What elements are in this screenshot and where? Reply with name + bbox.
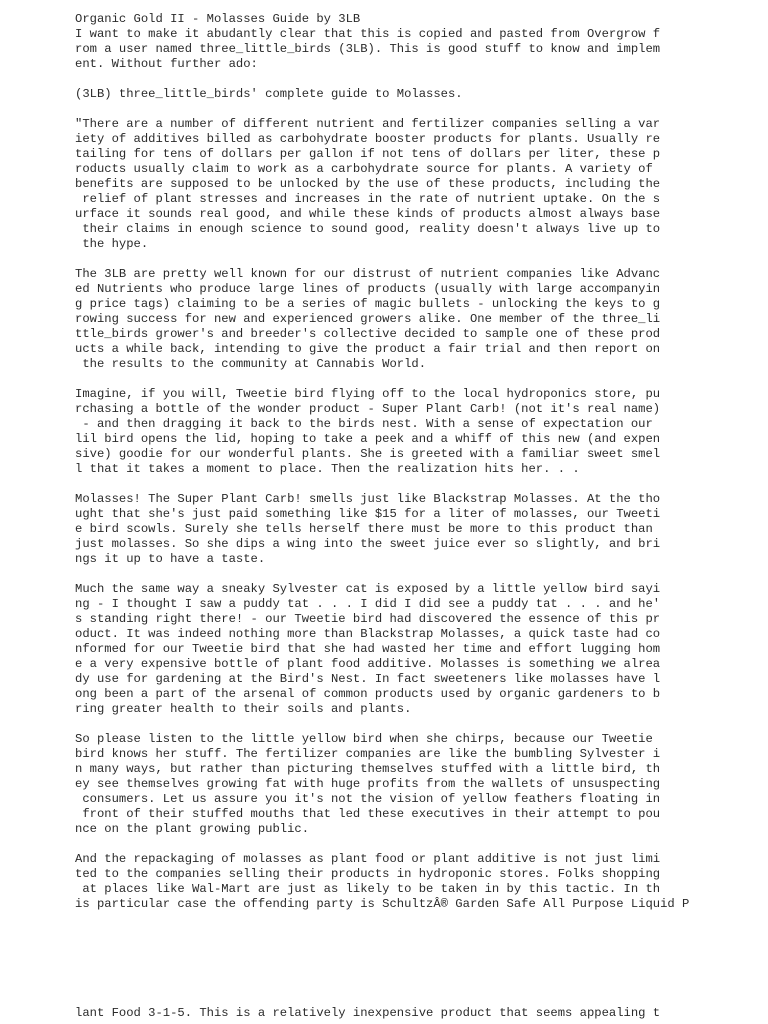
paragraph bbox=[75, 12, 715, 72]
text-line: l that it takes a moment to place. Then the realization hits her. . . bbox=[75, 462, 580, 476]
text-line: Much the same way a sneaky Sylvester cat is exposed by a little yellow bird sayi bbox=[75, 582, 661, 596]
document-body bbox=[75, 12, 715, 927]
text-line: I want to make it abudantly clear that this is copied and pasted from Overgrow f bbox=[75, 27, 661, 41]
text-line: The 3LB are pretty well known for our distrust of nutrient companies like Advanc bbox=[75, 267, 661, 281]
paragraph bbox=[75, 852, 715, 912]
text-line: And the repackaging of molasses as plant food or plant additive is not just limi bbox=[75, 852, 661, 866]
text-line: iety of additives billed as carbohydrate booster products for plants. Usually re bbox=[75, 132, 661, 146]
text-line: So please listen to the little yellow bird when she chirps, because our Tweetie bbox=[75, 732, 653, 746]
paragraph bbox=[75, 387, 715, 477]
text-line: ng - I thought I saw a puddy tat . . . I did I did see a puddy tat . . . and he' bbox=[75, 597, 661, 611]
text-line: relief of plant stresses and increases in the rate of nutrient uptake. On the s bbox=[75, 192, 661, 206]
text-line: "There are a number of different nutrient and fertilizer companies selling a var bbox=[75, 117, 661, 131]
text-line: oduct. It was indeed nothing more than Blackstrap Molasses, a quick taste had co bbox=[75, 627, 661, 641]
text-line: e a very expensive bottle of plant food additive. Molasses is something we alrea bbox=[75, 657, 661, 671]
text-line: rchasing a bottle of the wonder product - Super Plant Carb! (not it's real name) bbox=[75, 402, 661, 416]
text-line: nce on the plant growing public. bbox=[75, 822, 310, 836]
continuation-line: lant Food 3-1-5. This is a relatively inexpensive product that seems appealing t bbox=[75, 1006, 661, 1020]
text-line: rom a user named three_little_birds (3LB). This is good stuff to know and implem bbox=[75, 42, 661, 56]
text-line: ngs it up to have a taste. bbox=[75, 552, 266, 566]
text-line: ent. Without further ado: bbox=[75, 57, 258, 71]
text-line: ucts a while back, intending to give the product a fair trial and then report on bbox=[75, 342, 661, 356]
text-line: tailing for tens of dollars per gallon if not tens of dollars per liter, these p bbox=[75, 147, 661, 161]
text-line: the results to the community at Cannabis World. bbox=[75, 357, 427, 371]
text-line: g price tags) claiming to be a series of magic bullets - unlocking the keys to g bbox=[75, 297, 661, 311]
text-line: ught that she's just paid something like $15 for a liter of molasses, our Tweeti bbox=[75, 507, 661, 521]
paragraph bbox=[75, 117, 715, 252]
text-line: ring greater health to their soils and plants. bbox=[75, 702, 412, 716]
text-line: ed Nutrients who produce large lines of products (usually with large accompanyin bbox=[75, 282, 661, 296]
text-line: e bird scowls. Surely she tells herself there must be more to this product than bbox=[75, 522, 653, 536]
text-line: - and then dragging it back to the birds nest. With a sense of expectation our bbox=[75, 417, 653, 431]
text-line: ey see themselves growing fat with huge profits from the wallets of unsuspecting bbox=[75, 777, 661, 791]
paragraph bbox=[75, 732, 715, 837]
text-line: lil bird opens the lid, hoping to take a peek and a whiff of this new (and expen bbox=[75, 432, 661, 446]
text-line: rowing success for new and experienced growers alike. One member of the three_li bbox=[75, 312, 661, 326]
paragraph bbox=[75, 492, 715, 567]
text-line: the hype. bbox=[75, 237, 149, 251]
text-line: Molasses! The Super Plant Carb! smells just like Blackstrap Molasses. At the tho bbox=[75, 492, 661, 506]
text-line: their claims in enough science to sound good, reality doesn't always live up to bbox=[75, 222, 661, 236]
text-line: sive) goodie for our wonderful plants. She is greeted with a familiar sweet smel bbox=[75, 447, 661, 461]
text-line: bird knows her stuff. The fertilizer companies are like the bumbling Sylvester i bbox=[75, 747, 661, 761]
paragraph bbox=[75, 267, 715, 372]
paragraph bbox=[75, 582, 715, 717]
text-line: front of their stuffed mouths that led these executives in their attempt to pou bbox=[75, 807, 661, 821]
document-title: Organic Gold II - Molasses Guide by 3LB bbox=[75, 12, 361, 26]
text-line: Imagine, if you will, Tweetie bird flying off to the local hydroponics store, pu bbox=[75, 387, 661, 401]
text-line: nformed for our Tweetie bird that she had wasted her time and effort lugging hom bbox=[75, 642, 661, 656]
text-line: roducts usually claim to work as a carbohydrate source for plants. A variety of bbox=[75, 162, 653, 176]
text-line: (3LB) three_little_birds' complete guide to Molasses. bbox=[75, 87, 463, 101]
text-line: ttle_birds grower's and breeder's collective decided to sample one of these prod bbox=[75, 327, 661, 341]
text-line: ong been a part of the arsenal of common products used by organic gardeners to b bbox=[75, 687, 661, 701]
continuation-line-container bbox=[75, 1006, 715, 1021]
text-line: at places like Wal-Mart are just as likely to be taken in by this tactic. In th bbox=[75, 882, 661, 896]
text-line: s standing right there! - our Tweetie bird had discovered the essence of this pr bbox=[75, 612, 661, 626]
text-line: urface it sounds real good, and while these kinds of products almost always base bbox=[75, 207, 661, 221]
text-line: is particular case the offending party is SchultzÂ® Garden Safe All Purpose Liquid P bbox=[75, 897, 690, 911]
text-line: benefits are supposed to be unlocked by the use of these products, including the bbox=[75, 177, 661, 191]
text-line: dy use for gardening at the Bird's Nest. In fact sweeteners like molasses have l bbox=[75, 672, 661, 686]
text-line: ted to the companies selling their products in hydroponic stores. Folks shopping bbox=[75, 867, 661, 881]
text-line: just molasses. So she dips a wing into the sweet juice ever so slightly, and bri bbox=[75, 537, 661, 551]
text-line: n many ways, but rather than picturing themselves stuffed with a little bird, th bbox=[75, 762, 661, 776]
paragraph bbox=[75, 87, 715, 102]
text-line: consumers. Let us assure you it's not the vision of yellow feathers floating in bbox=[75, 792, 661, 806]
